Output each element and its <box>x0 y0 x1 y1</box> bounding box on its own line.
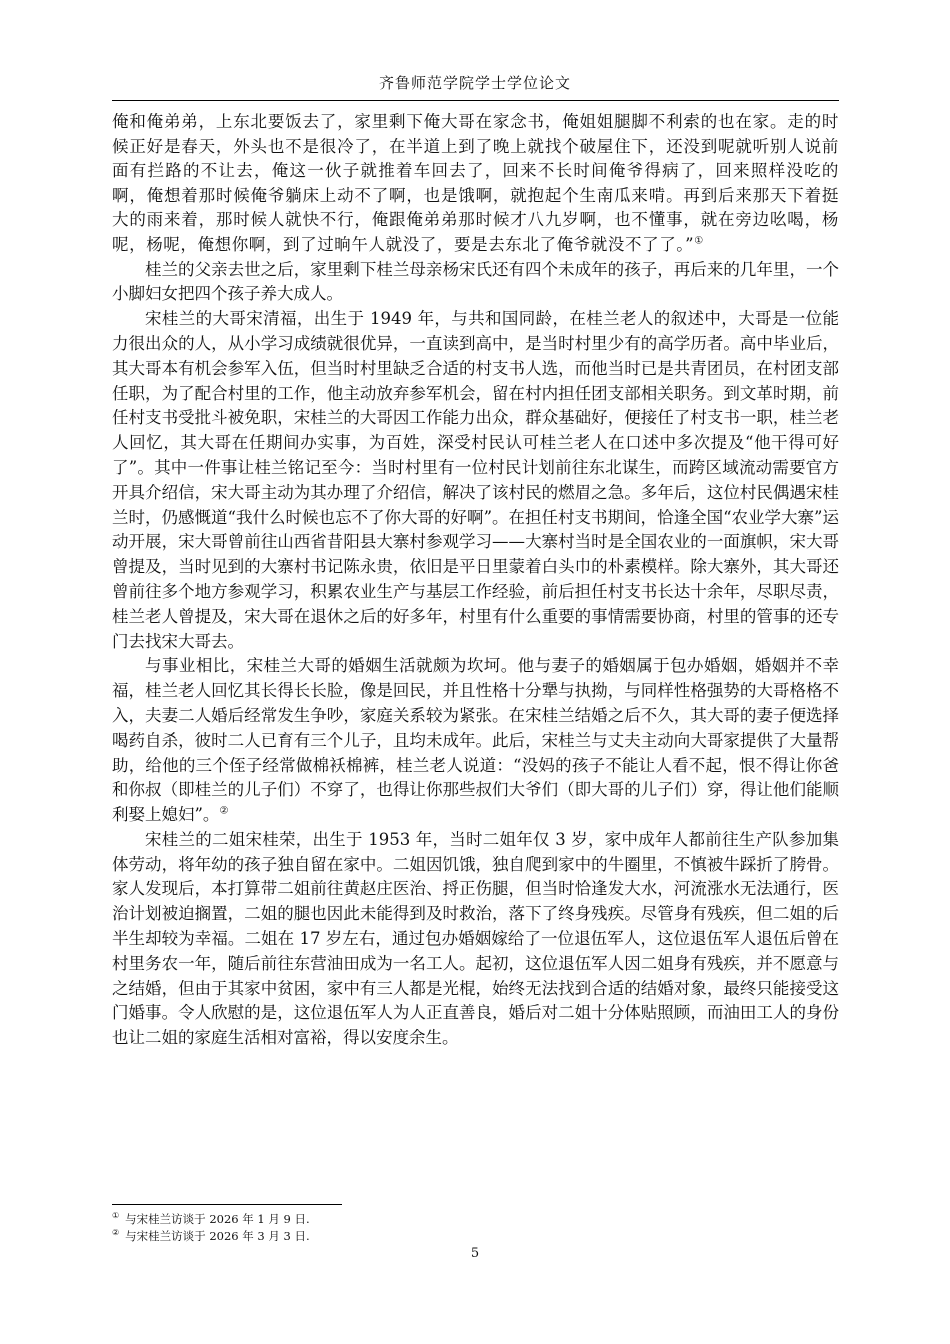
footnote-ref-2[interactable]: ② <box>219 805 229 817</box>
footnote-ref-1[interactable]: ① <box>694 235 704 247</box>
footnote-2 <box>112 1228 839 1245</box>
main-body <box>112 110 839 1051</box>
paragraph-text: 与事业相比，宋桂兰大哥的婚姻生活就颇为坎坷。他与妻子的婚姻属于包办婚姻，婚姻并不幸福，桂兰老人回忆其长得长长脸，像是回民，并且性格十分犟与执拗，与同样性格强势的大哥格格不入，夫妻二人婚后经常发生争吵，家庭关系较为紧张。在宋桂兰结婚之后不久，其大哥的妻子便选择喝药自杀，彼时二人已育有三个儿子，且均未成年。此后，宋桂兰与丈夫主动向大哥家提供了大量帮助，给他的三个侄子经常做棉袄棉裤，桂兰老人说道：“没妈的孩子不能让人看不起，恨不得让你爸和你叔（即桂兰的儿子们）不穿了，也得让你那些叔们大爷们（即大哥的儿子们）穿，得让他们能顺利娶上媳妇”。 <box>112 656 839 825</box>
footnote-text: 与宋桂兰访谈于 2026 年 1 月 9 日. <box>125 1212 310 1226</box>
footnote-divider <box>112 1204 342 1205</box>
paragraph-second-sister <box>112 828 839 1051</box>
footnote-mark: ② <box>112 1228 120 1238</box>
paragraph-text: 宋桂兰的大哥宋清福，出生于 1949 年，与共和国同龄，在桂兰老人的叙述中，大哥是一位能力很出众的人，从小学习成绩就很优异，一直读到高中，是当时村里少有的高学历者。高中毕业后，其大哥本有机会参军入伍，但当时村里缺乏合适的村支书人选，而他当时已是共青团员，在村团支部任职，为了配合村里的工作，他主动放弃参军机会，留在村内担任团支部相关职务。到文革时期，前任村支书受批斗被免职，宋桂兰的大哥因工作能力出众，群众基础好，便接任了村支书一职，桂兰老人回忆，其大哥在任期间办实事，为百姓，深受村民认可桂兰老人在口述中多次提及“他干得可好了”。其中一件事让桂兰铭记至今：当时村里有一位村民计划前往东北谋生，而跨区域流动需要官方开具介绍信，宋大哥主动为其办理了介绍信，解决了该村民的燃眉之急。多年后，这位村民偶遇宋桂兰时，仍感慨道“我什么时候也忘不了你大哥的好啊”。在担任村支书期间，恰逢全国“农业学大寨”运动开展，宋大哥曾前往山西省昔阳县大寨村参观学习——大寨村当时是全国农业的一面旗帜，宋大哥曾提及，当时见到的大寨村书记陈永贵，依旧是平日里蒙着白头巾的朴素模样。除大寨外，其大哥还曾前往多个地方参观学习，积累农业生产与基层工作经验，前后担任村支书长达十余年，尽职尽责，桂兰老人曾提及，宋大哥在退休之后的好多年，村里有什么重要的事情需要协商，村里的管事的还专门去找宋大哥去。 <box>112 309 839 651</box>
interview-quote <box>112 110 839 258</box>
footnotes <box>112 1211 839 1245</box>
quote-text: 俺和俺弟弟，上东北要饭去了，家里剩下俺大哥在家念书，俺姐姐腿脚不利索的也在家。走的时候正好是春天，外头也不是很冷了，在半道上到了晚上就找个破屋住下，还没到呢就听别人说前面有拦路的不让去，俺这一伙子就推着车回去了，回来不长时间俺爷得病了，回来照样没吃的啊，俺想着那时候俺爷躺床上动不了啊，也是饿啊，就抱起个生南瓜来啃。再到后来那天下着挺大的雨来着，那时候人就快不行，俺跟俺弟弟那时候才八九岁啊，也不懂事，就在旁边吆喝，杨呢，杨呢，俺想你啊，到了过晌午人就没了，要是去东北了俺爷就没不了了。” <box>112 112 839 254</box>
paragraph-text: 宋桂兰的二姐宋桂荣，出生于 1953 年，当时二姐年仅 3 岁，家中成年人都前往生产队参加集体劳动，将年幼的孩子独自留在家中。二姐因饥饿，独自爬到家中的牛圈里，不慎被牛踩折了胯骨。家人发现后，本打算带二姐前往黄赵庄医治、捋正伤腿，但当时恰逢发大水，河流涨水无法通行，医治计划被迫搁置，二姐的腿也因此未能得到及时救治，落下了终身残疾。尽管身有残疾，但二姐的后半生却较为幸福。二姐在 17 岁左右，通过包办婚姻嫁给了一位退伍军人，这位退伍军人退伍后曾在村里务农一年，随后前往东营油田成为一名工人。起初，这位退伍军人因二姐身有残疾，并不愿意与之结婚，但由于其家中贫困，家中有三人都是光棍，始终无法找到合适的结婚对象，最终只能接受这门婚事。令人欣慰的是，这位退伍军人为人正直善良，婚后对二姐十分体贴照顾，而油田工人的身份也让二姐的家庭生活相对富裕，得以安度余生。 <box>112 829 839 1048</box>
paragraph-father-death <box>112 258 839 308</box>
footnote-mark: ① <box>112 1211 120 1221</box>
page-header-title: 齐鲁师范学院学士学位论文 <box>378 74 571 92</box>
paragraph-brother-marriage <box>112 654 839 828</box>
page-number: 5 <box>470 1246 480 1261</box>
header-divider <box>112 100 839 101</box>
footnote-1 <box>112 1211 839 1228</box>
paragraph-text: 桂兰的父亲去世之后，家里剩下桂兰母亲杨宋氏还有四个未成年的孩子，再后来的几年里，一个小脚妇女把四个孩子养大成人。 <box>112 259 839 304</box>
footnote-text: 与宋桂兰访谈于 2026 年 3 月 3 日. <box>125 1229 310 1243</box>
paragraph-elder-brother <box>112 307 839 654</box>
